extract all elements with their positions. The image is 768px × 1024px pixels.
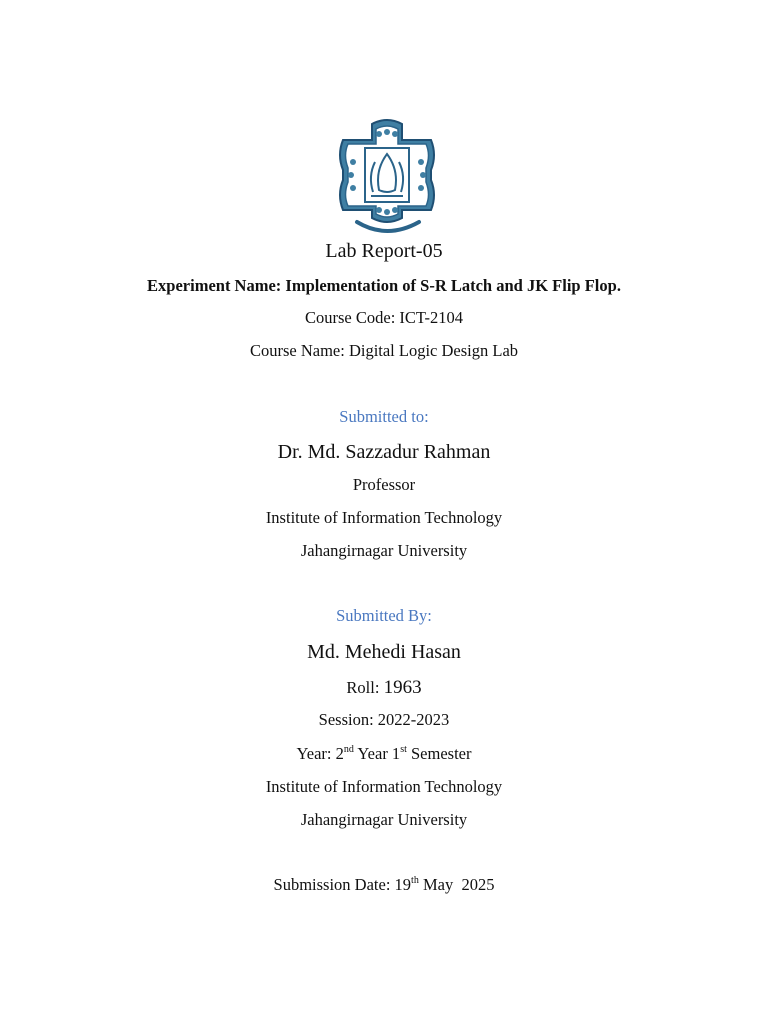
year-prefix: Year: 2 bbox=[296, 744, 344, 763]
student-university: Jahangirnagar University bbox=[300, 810, 468, 829]
date-ordinal-sup: th bbox=[411, 875, 419, 886]
student-roll bbox=[0, 677, 768, 699]
report-title: Lab Report-05 bbox=[325, 240, 443, 262]
year-suffix: Semester bbox=[406, 744, 472, 763]
semester-ordinal-sup: st bbox=[400, 744, 407, 755]
experiment-name: Experiment Name: Implementation of S-R Latch and JK Flip Flop. bbox=[147, 276, 621, 295]
year-ordinal-sup: nd bbox=[343, 744, 354, 755]
student-name: Md. Mehedi Hasan bbox=[307, 641, 461, 663]
year-middle: Year 1 bbox=[353, 744, 401, 763]
date-prefix: Submission Date: 19 bbox=[273, 875, 412, 894]
student-year bbox=[0, 744, 768, 764]
supervisor-institute: Institute of Information Technology bbox=[265, 508, 503, 527]
supervisor-name: Dr. Md. Sazzadur Rahman bbox=[277, 441, 491, 463]
supervisor-designation: Professor bbox=[352, 475, 416, 494]
course-name: Course Name: Digital Logic Design Lab bbox=[249, 341, 519, 360]
course-code: Course Code: ICT-2104 bbox=[305, 308, 463, 327]
submitted-by-heading: Submitted By: bbox=[336, 606, 432, 625]
student-session: Session: 2022-2023 bbox=[318, 710, 450, 729]
date-suffix: May 2025 bbox=[418, 875, 495, 894]
roll-value: 1963 bbox=[383, 677, 422, 698]
submission-date bbox=[0, 875, 768, 895]
roll-label: Roll: bbox=[346, 678, 384, 697]
supervisor-university: Jahangirnagar University bbox=[300, 541, 468, 560]
university-seal-icon bbox=[335, 118, 439, 238]
seal-caption-arc bbox=[357, 222, 419, 231]
submitted-to-heading: Submitted to: bbox=[339, 407, 429, 426]
student-institute: Institute of Information Technology bbox=[265, 777, 503, 796]
